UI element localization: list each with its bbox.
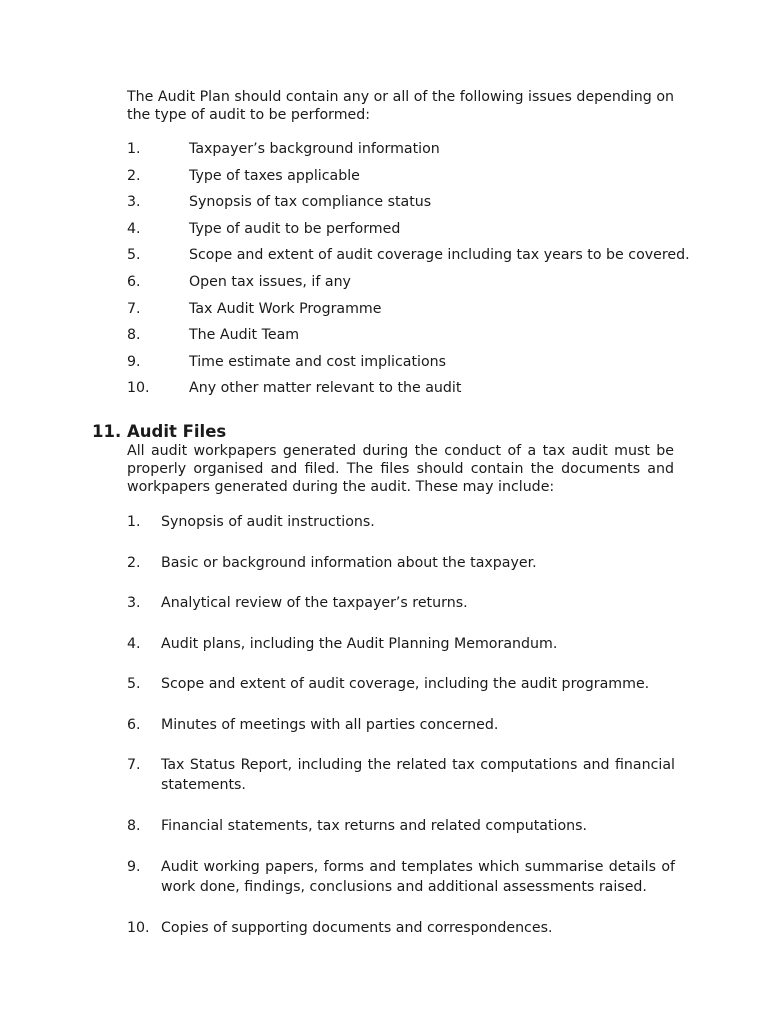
item-text: Audit working papers, forms and templates which summarise details of work done, findings, conclusions and additional assessments raised.	[161, 858, 675, 895]
list-item	[127, 857, 675, 918]
item-number: 9.	[127, 858, 141, 875]
list-item	[127, 140, 687, 167]
item-text: Basic or background information about the taxpayer.	[161, 554, 537, 571]
item-number: 6.	[127, 716, 141, 733]
section-heading	[92, 421, 226, 443]
item-text: Any other matter relevant to the audit	[189, 380, 462, 397]
item-text: Tax Status Report, including the related tax computations and financial statements.	[161, 757, 675, 793]
list-item	[127, 353, 687, 380]
list-item	[127, 755, 675, 816]
item-text: Type of taxes applicable	[189, 167, 360, 184]
item-text: Type of audit to be performed	[189, 220, 401, 237]
item-number: 3.	[127, 595, 141, 611]
list-item	[127, 918, 675, 940]
list-item	[127, 512, 675, 553]
item-number: 3.	[127, 194, 141, 211]
list-item	[127, 220, 687, 247]
item-number: 2.	[127, 167, 141, 184]
item-text: Taxpayer’s background information	[189, 141, 440, 157]
list-item	[127, 674, 675, 715]
section-number: 11.	[92, 422, 122, 441]
item-text: Financial statements, tax returns and related computations.	[161, 818, 588, 834]
item-text: Synopsis of audit instructions.	[161, 514, 375, 530]
section-title: Audit Files	[127, 422, 227, 441]
list-item	[127, 634, 675, 675]
item-number: 8.	[127, 327, 141, 344]
item-text: The Audit Team	[189, 327, 300, 344]
item-text: Synopsis of tax compliance status	[189, 194, 432, 211]
list-item	[127, 816, 675, 857]
item-number: 6.	[127, 273, 141, 290]
item-text: Copies of supporting documents and correspondences.	[161, 919, 553, 936]
item-text: Tax Audit Work Programme	[189, 300, 382, 317]
item-number: 9.	[127, 353, 141, 370]
list-item	[127, 167, 687, 194]
item-number: 7.	[127, 757, 141, 773]
list-item	[127, 246, 690, 273]
list-item	[127, 553, 675, 594]
item-number: 7.	[127, 300, 141, 317]
item-text: Scope and extent of audit coverage, including the audit programme.	[161, 676, 650, 692]
item-number: 5.	[127, 676, 141, 692]
item-text: Analytical review of the taxpayer’s returns.	[161, 595, 468, 611]
item-number: 1.	[127, 514, 141, 530]
list-item	[127, 273, 687, 300]
item-number: 4.	[127, 635, 141, 652]
item-number: 4.	[127, 220, 141, 237]
item-number: 10.	[127, 380, 150, 397]
list-item	[127, 193, 687, 220]
item-text: Minutes of meetings with all parties concerned.	[161, 716, 499, 733]
list-item	[127, 379, 687, 406]
audit-plan-list	[127, 140, 690, 406]
list-item	[127, 715, 675, 756]
item-number: 2.	[127, 554, 141, 571]
item-number: 8.	[127, 818, 141, 834]
list-item	[127, 326, 687, 353]
audit-files-list	[127, 512, 675, 940]
item-text: Audit plans, including the Audit Planning Memorandum.	[161, 635, 558, 652]
section-paragraph: All audit workpapers generated during the conduct of a tax audit must be properly organised and filed. The files should contain the documents and workpapers generated during the audit. These may include:	[127, 443, 674, 495]
item-text: Time estimate and cost implications	[189, 353, 447, 370]
intro-paragraph: The Audit Plan should contain any or all of the following issues depending on the type of audit to be performed:	[127, 89, 674, 123]
item-text: Open tax issues, if any	[189, 273, 351, 290]
list-item	[127, 593, 675, 634]
item-number: 1.	[127, 141, 141, 157]
item-number: 10.	[127, 919, 150, 936]
item-number: 5.	[127, 247, 141, 264]
list-item	[127, 300, 687, 327]
item-text: Scope and extent of audit coverage including tax years to be covered.	[189, 247, 690, 264]
